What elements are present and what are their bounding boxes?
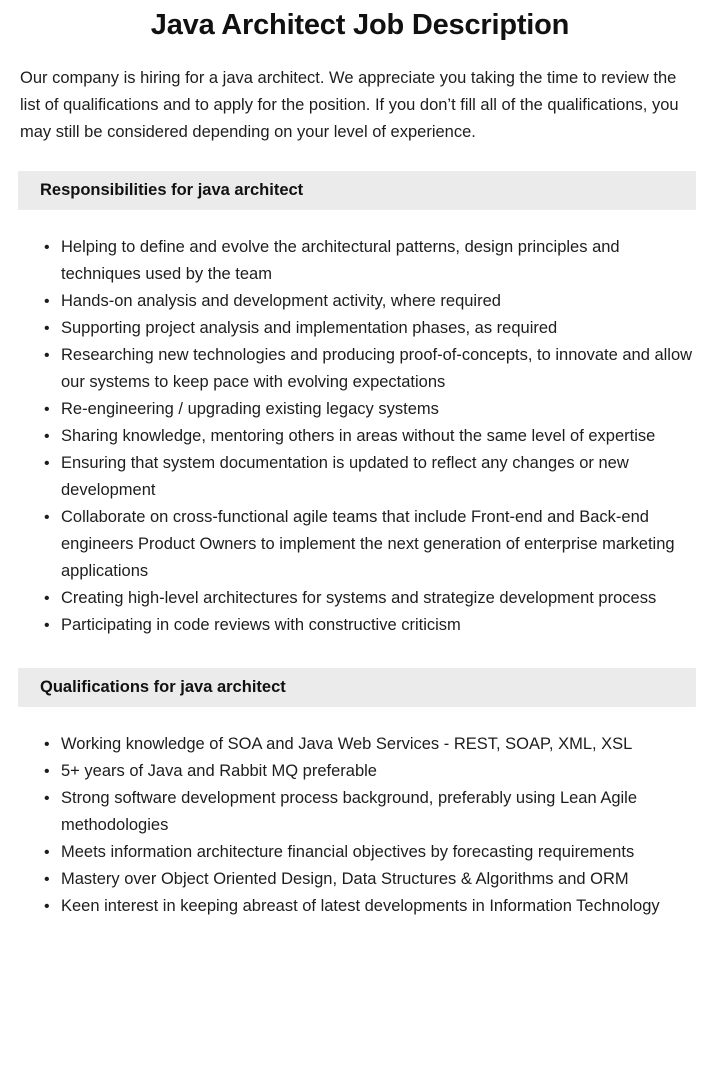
list-item: • Meets information architecture financial objectives by forecasting requirements [61,839,700,866]
responsibilities-section-heading: Responsibilities for java architect [40,181,304,199]
list-item: • Working knowledge of SOA and Java Web Services - REST, SOAP, XML, XSL [61,731,700,758]
qualifications-list [20,731,700,920]
list-item: • Creating high-level architectures for systems and strategize development process [61,585,700,612]
responsibilities-section-header [18,171,696,210]
list-item: • Participating in code reviews with constructive criticism [61,612,700,639]
list-item: • Sharing knowledge, mentoring others in areas without the same level of expertise [61,423,700,450]
list-item: • Mastery over Object Oriented Design, Data Structures & Algorithms and ORM [61,866,700,893]
intro-paragraph: Our company is hiring for a java architect. We appreciate you taking the time to review the list of qualifications and to apply for the position. If you don’t fill all of the qualifications, you may still be considered depending on your level of experience. [20,69,679,141]
list-item: • Keen interest in keeping abreast of latest developments in Information Technology [61,893,700,920]
list-item: • Collaborate on cross-functional agile teams that include Front-end and Back-end engineers Product Owners to implement the next generation of enterprise marketing applications [61,504,700,585]
qualifications-section-heading: Qualifications for java architect [40,678,286,696]
responsibilities-list [20,234,700,639]
list-item: • Hands-on analysis and development activity, where required [61,288,700,315]
list-item: • Strong software development process background, preferably using Lean Agile methodologies [61,785,700,839]
list-item: • Researching new technologies and producing proof-of-concepts, to innovate and allow our systems to keep pace with evolving expectations [61,342,700,396]
list-item: • Supporting project analysis and implementation phases, as required [61,315,700,342]
list-item: • Helping to define and evolve the architectural patterns, design principles and techniques used by the team [61,234,700,288]
qualifications-section-header [18,668,696,707]
list-item: • 5+ years of Java and Rabbit MQ preferable [61,758,700,785]
page-title: Java Architect Job Description [150,9,570,41]
list-item: • Re-engineering / upgrading existing legacy systems [61,396,700,423]
list-item: • Ensuring that system documentation is updated to reflect any changes or new development [61,450,700,504]
